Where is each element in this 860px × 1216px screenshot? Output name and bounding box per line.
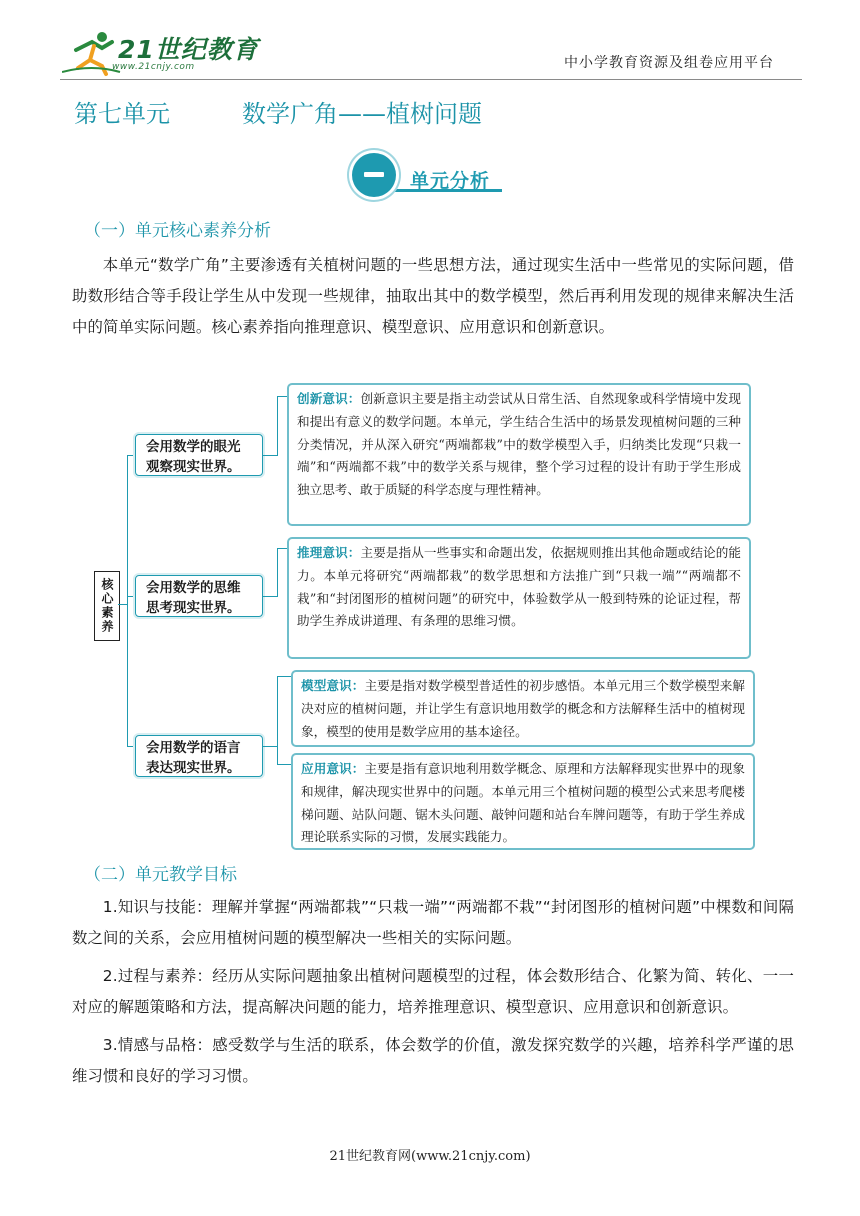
- desc-text: 主要是指从一些事实和命题出发，依据规则推出其他命题或结论的能力。本单元将研究“两端都栽”的数学思想和方法推广到“只栽一端”“两端都不栽”和“封闭图形的植树问题”的研究中，体验数学从一般到特殊的论证过程，帮助学生养成讲道理、有条理的思维习惯。: [297, 545, 742, 629]
- connector: [127, 455, 135, 456]
- goal-item: 2.过程与素养：经历从实际问题抽象出植树问题模型的过程，体会数形结合、化繁为简、转化、一一对应的解题策略和方法，提高解决问题的能力，培养推理意识、模型意识、应用意识和创新意识。: [72, 967, 794, 1016]
- desc-model: [291, 670, 755, 747]
- desc-innovation: [287, 383, 751, 526]
- bracket-line: [127, 455, 128, 747]
- desc-label: 推理意识：: [297, 545, 361, 560]
- logo-url: www.21cnjy.com: [112, 62, 195, 72]
- goal-item: 1.知识与技能：理解并掌握“两端都栽”“只栽一端”“两端都不栽”“封闭图形的植树问题”中棵数和间隔数之间的关系，会应用植树问题的模型解决一些相关的实际问题。: [72, 898, 794, 947]
- header-divider: [60, 79, 802, 80]
- skill-box-think: 会用数学的思维思考现实世界。: [135, 575, 263, 617]
- connector: [263, 746, 277, 747]
- teaching-goals: [72, 892, 794, 1099]
- desc-text: 创新意识主要是指主动尝试从日常生活、自然现象或科学情境中发现和提出有意义的数学问题。本单元，学生结合生活中的场景发现植树问题的三种分类情况，并从深入研究“两端都栽”中的数学模型入手，归纳类比发现“只栽一端”和“两端都不栽”中的数学关系与规律，整个学习过程的设计有助于学生形成独立思考、敢于质疑的科学态度与理性精神。: [297, 391, 742, 498]
- skill-box-observe: 会用数学的眼光观察现实世界。: [135, 434, 263, 476]
- goal-item: 3.情感与品格：感受数学与生活的联系，体会数学的价值，激发探究数学的兴趣，培养科学严谨的思维习惯和良好的学习习惯。: [72, 1036, 794, 1085]
- connector: [277, 764, 291, 765]
- section-heading-core-literacy: （一）单元核心素养分析: [84, 221, 271, 241]
- unit-topic: 数学广角——植树问题: [242, 100, 482, 128]
- skill-box-express: 会用数学的语言表达现实世界。: [135, 735, 263, 777]
- connector: [277, 676, 291, 677]
- desc-label: 创新意识：: [297, 391, 361, 406]
- connector: [277, 676, 278, 764]
- core-literacy-box: 核心素养: [94, 571, 120, 641]
- connector: [277, 396, 278, 456]
- banner-label: 单元分析: [410, 170, 491, 192]
- connector: [277, 548, 278, 597]
- section-heading-teaching-goals: （二）单元教学目标: [84, 865, 237, 885]
- desc-label: 模型意识：: [301, 678, 365, 693]
- desc-text: 主要是指有意识地利用数学概念、原理和方法解释现实世界中的现象和规律，解决现实世界中的问题。本单元用三个植树问题的模型公式来思考爬楼梯问题、站队问题、锯木头问题、敲钟问题和站台车牌问题等，有助于学生养成理论联系实际的习惯，发展实践能力。: [301, 761, 746, 845]
- banner-number: [364, 172, 384, 177]
- connector: [127, 596, 135, 597]
- paragraph-text: 本单元“数学广角”主要渗透有关植树问题的一些思想方法，通过现实生活中一些常见的实际问题，借助数形结合等手段让学生从中发现一些规律，抽取出其中的数学模型，然后再利用发现的规律来解决生活中的简单实际问题。核心素养指向推理意识、模型意识、应用意识和创新意识。: [72, 256, 794, 336]
- platform-name: 中小学教育资源及组卷应用平台: [564, 55, 774, 71]
- logo-text: 21世纪教育: [118, 35, 259, 64]
- connector: [277, 548, 287, 549]
- desc-label: 应用意识：: [301, 761, 365, 776]
- connector: [263, 455, 277, 456]
- desc-text: 主要是指对数学模型普适性的初步感悟。本单元用三个数学模型来解决对应的植树问题，并让学生有意识地用数学的概念和方法解释生活中的植树现象，模型的使用是数学应用的基本途径。: [301, 678, 746, 739]
- core-literacy-paragraph: [72, 250, 794, 343]
- desc-application: [291, 753, 755, 850]
- unit-title: 第七单元: [74, 100, 170, 128]
- connector: [277, 396, 287, 397]
- footer: 21世纪教育网(www.21cnjy.com): [329, 1149, 531, 1164]
- connector: [127, 746, 135, 747]
- connector: [263, 596, 277, 597]
- desc-reasoning: [287, 537, 751, 659]
